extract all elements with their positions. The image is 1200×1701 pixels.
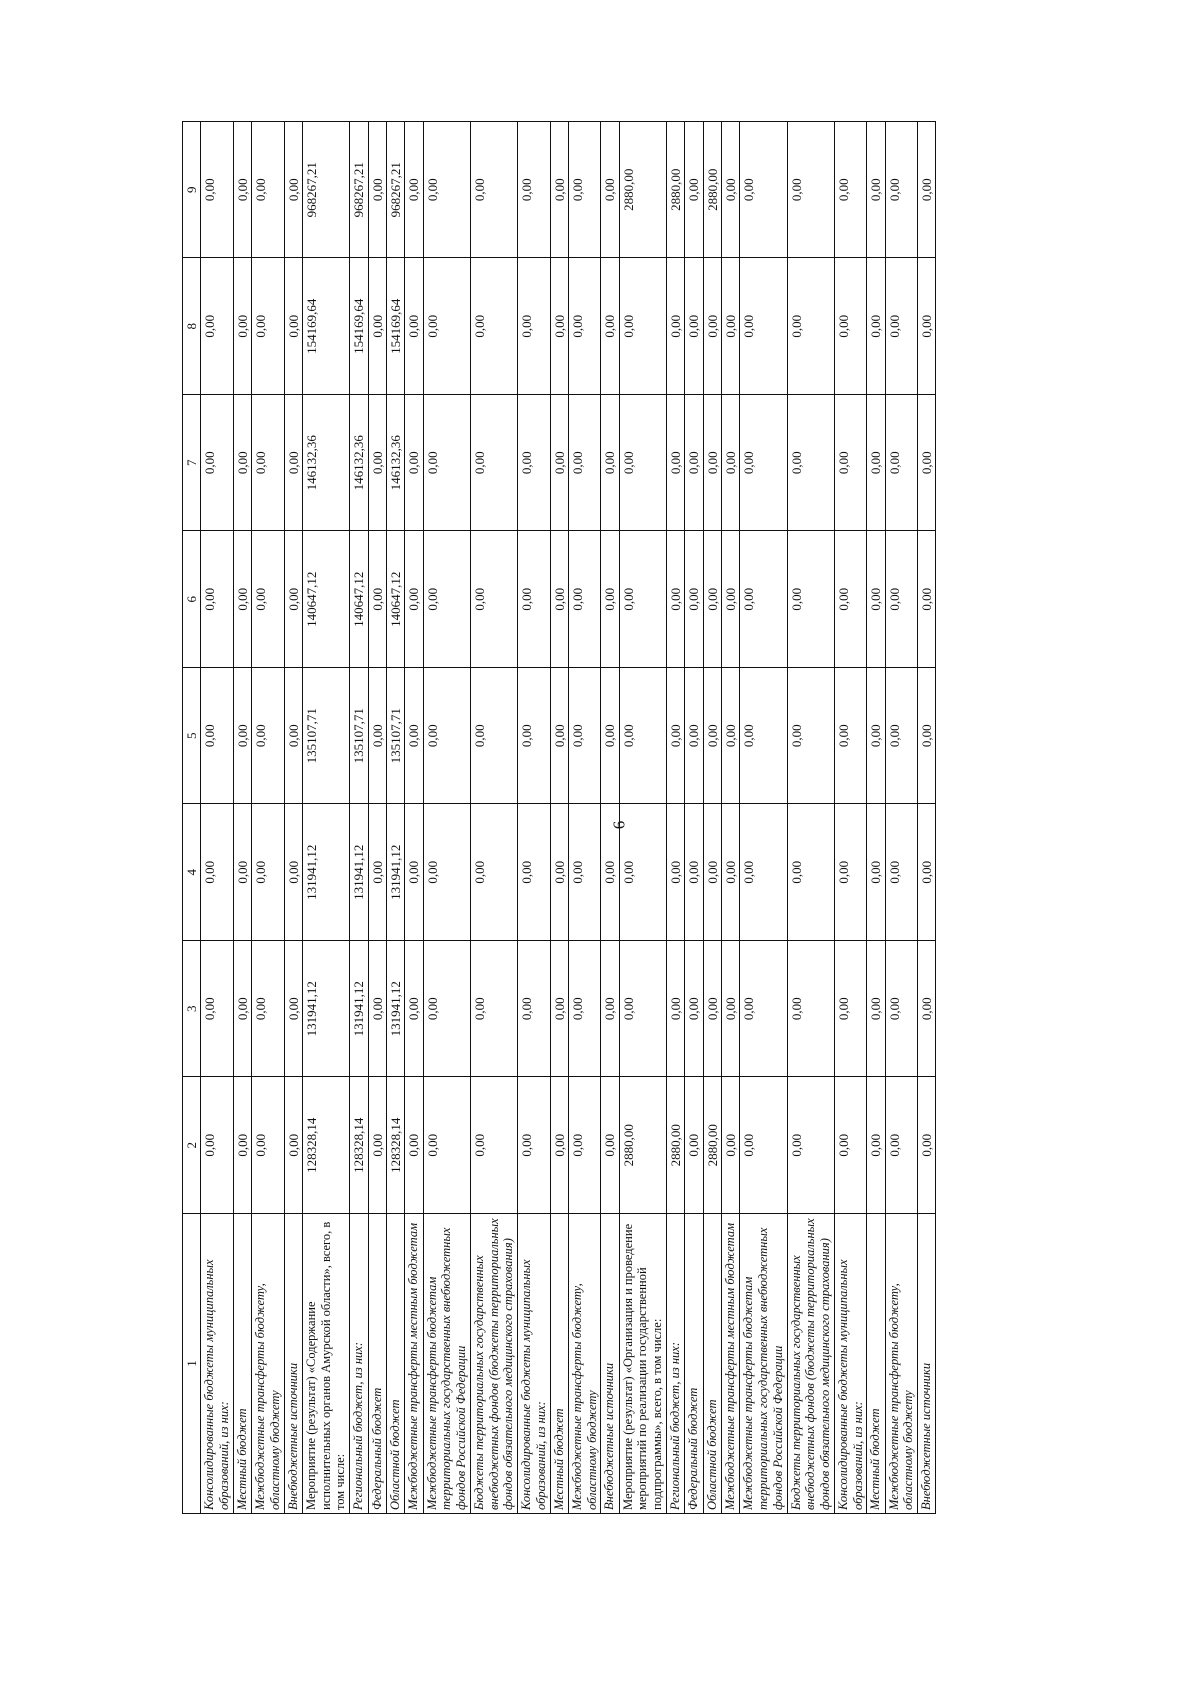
cell-value: 0,00 [685,941,703,1078]
cell-value: 131941,12 [302,941,349,1078]
cell-value: 0,00 [885,804,918,941]
row-label: Внебюджетные источники [601,1214,619,1514]
column-header: 5 [183,668,201,805]
cell-value: 0,00 [568,531,601,668]
cell-value: 0,00 [918,668,936,805]
cell-value: 0,00 [252,258,285,395]
cell-value: 0,00 [550,668,568,805]
cell-value: 146132,36 [386,395,404,532]
cell-value: 0,00 [666,941,684,1078]
table-row [787,122,834,1514]
cell-value: 0,00 [601,395,619,532]
cell-value: 0,00 [252,395,285,532]
cell-value: 0,00 [201,531,234,668]
row-label: Бюджеты территориальных государственных внебюджетных фондов (бюджеты территориальных фондов обязательного медицинского страхования) [787,1214,834,1514]
cell-value: 0,00 [550,395,568,532]
cell-value: 0,00 [568,1077,601,1214]
cell-value: 0,00 [284,804,302,941]
row-label: Межбюджетные трансферты местным бюджетам [721,1214,739,1514]
cell-value: 0,00 [568,941,601,1078]
cell-value: 0,00 [619,668,666,805]
cell-value: 131941,12 [302,804,349,941]
cell-value: 2880,00 [619,122,666,259]
table-header-row [183,122,201,1514]
table-row [386,122,404,1514]
cell-value: 0,00 [619,258,666,395]
cell-value: 0,00 [423,531,470,668]
cell-value: 0,00 [423,258,470,395]
cell-value: 0,00 [721,668,739,805]
cell-value: 0,00 [470,941,517,1078]
cell-value: 0,00 [201,395,234,532]
table-row [885,122,918,1514]
table-body [201,122,936,1514]
column-header: 7 [183,395,201,532]
table-row [405,122,423,1514]
row-label: Областной бюджет [386,1214,404,1514]
cell-value: 0,00 [867,122,885,259]
cell-value: 0,00 [685,395,703,532]
cell-value: 0,00 [470,1077,517,1214]
cell-value: 0,00 [368,668,386,805]
cell-value: 0,00 [368,395,386,532]
cell-value: 0,00 [518,258,551,395]
cell-value: 2880,00 [703,1077,721,1214]
cell-value: 0,00 [252,668,285,805]
cell-value: 0,00 [721,531,739,668]
table-row [233,122,251,1514]
cell-value: 0,00 [518,668,551,805]
cell-value: 0,00 [405,804,423,941]
table-row [918,122,936,1514]
cell-value: 0,00 [721,122,739,259]
cell-value: 0,00 [201,668,234,805]
cell-value: 146132,36 [302,395,349,532]
cell-value: 0,00 [518,395,551,532]
column-header: 6 [183,531,201,668]
cell-value: 0,00 [740,804,787,941]
cell-value: 0,00 [740,531,787,668]
rotated-table-wrapper [182,122,1162,1514]
cell-value: 0,00 [721,395,739,532]
row-label: Внебюджетные источники [284,1214,302,1514]
cell-value: 0,00 [885,258,918,395]
row-label: Консолидированные бюджеты муниципальных образований, из них: [834,1214,867,1514]
cell-value: 0,00 [252,804,285,941]
cell-value: 0,00 [284,941,302,1078]
cell-value: 0,00 [368,804,386,941]
cell-value: 0,00 [233,395,251,532]
cell-value: 128328,14 [386,1077,404,1214]
table-row [470,122,517,1514]
cell-value: 0,00 [740,668,787,805]
cell-value: 0,00 [619,941,666,1078]
cell-value: 0,00 [405,122,423,259]
row-label: Местный бюджет [233,1214,251,1514]
row-label: Межбюджетные трансферты бюджетам территориальных государственных внебюджетных фондов Российской Федерации [423,1214,470,1514]
row-label: Федеральный бюджет [685,1214,703,1514]
row-label: Мероприятие (результат) «Организация и проведение мероприятий по реализации государственной подпрограммы», всего, в том числе: [619,1214,666,1514]
cell-value: 0,00 [601,804,619,941]
cell-value: 140647,12 [302,531,349,668]
cell-value: 0,00 [423,668,470,805]
table-row [284,122,302,1514]
cell-value: 0,00 [918,804,936,941]
cell-value: 0,00 [568,668,601,805]
cell-value: 0,00 [284,395,302,532]
table-row [550,122,568,1514]
cell-value: 968267,21 [386,122,404,259]
cell-value: 0,00 [201,122,234,259]
table-row [518,122,551,1514]
cell-value: 0,00 [740,1077,787,1214]
table-row [350,122,368,1514]
cell-value: 135107,71 [302,668,349,805]
cell-value: 968267,21 [350,122,368,259]
cell-value: 0,00 [685,1077,703,1214]
cell-value: 0,00 [740,258,787,395]
cell-value: 140647,12 [350,531,368,668]
cell-value: 0,00 [867,1077,885,1214]
cell-value: 0,00 [666,668,684,805]
row-label: Консолидированные бюджеты муниципальных образований, из них: [518,1214,551,1514]
column-header: 8 [183,258,201,395]
cell-value: 0,00 [703,395,721,532]
cell-value: 0,00 [233,804,251,941]
cell-value: 0,00 [666,804,684,941]
cell-value: 0,00 [233,531,251,668]
row-label: Межбюджетные трансферты бюджетам территориальных государственных внебюджетных фондов Российской Федерации [740,1214,787,1514]
cell-value: 0,00 [703,804,721,941]
cell-value: 0,00 [601,531,619,668]
cell-value: 2880,00 [666,1077,684,1214]
cell-value: 0,00 [867,668,885,805]
cell-value: 0,00 [550,941,568,1078]
cell-value: 154169,64 [302,258,349,395]
cell-value: 0,00 [470,258,517,395]
cell-value: 0,00 [885,395,918,532]
cell-value: 0,00 [284,122,302,259]
table-row [867,122,885,1514]
cell-value: 0,00 [201,941,234,1078]
cell-value: 0,00 [470,804,517,941]
table-row [302,122,349,1514]
cell-value: 128328,14 [350,1077,368,1214]
cell-value: 0,00 [423,395,470,532]
cell-value: 0,00 [233,122,251,259]
cell-value: 0,00 [601,668,619,805]
cell-value: 0,00 [787,258,834,395]
cell-value: 135107,71 [386,668,404,805]
table-row [834,122,867,1514]
cell-value: 0,00 [233,668,251,805]
cell-value: 0,00 [252,531,285,668]
column-header: 4 [183,804,201,941]
cell-value: 131941,12 [350,804,368,941]
cell-value: 0,00 [470,122,517,259]
cell-value: 0,00 [423,1077,470,1214]
cell-value: 0,00 [666,395,684,532]
row-label: Местный бюджет [550,1214,568,1514]
cell-value: 0,00 [470,668,517,805]
cell-value: 0,00 [834,804,867,941]
cell-value: 0,00 [518,122,551,259]
cell-value: 0,00 [685,258,703,395]
column-header: 3 [183,941,201,1078]
cell-value: 0,00 [867,395,885,532]
cell-value: 0,00 [885,1077,918,1214]
column-header: 1 [183,1214,201,1514]
page-number: 6 [609,820,629,830]
row-label: Внебюджетные источники [918,1214,936,1514]
cell-value: 0,00 [834,941,867,1078]
cell-value: 0,00 [685,122,703,259]
cell-value: 2880,00 [703,122,721,259]
table-row [740,122,787,1514]
row-label: Межбюджетные трансферты бюджету, областному бюджету [568,1214,601,1514]
row-label: Межбюджетные трансферты местным бюджетам [405,1214,423,1514]
cell-value: 0,00 [685,531,703,668]
row-label: Межбюджетные трансферты бюджету, областному бюджету [252,1214,285,1514]
row-label: Консолидированные бюджеты муниципальных образований, из них: [201,1214,234,1514]
cell-value: 0,00 [834,668,867,805]
cell-value: 0,00 [918,122,936,259]
cell-value: 0,00 [787,804,834,941]
cell-value: 0,00 [368,531,386,668]
cell-value: 0,00 [867,804,885,941]
cell-value: 0,00 [201,258,234,395]
cell-value: 154169,64 [350,258,368,395]
cell-value: 0,00 [721,258,739,395]
cell-value: 0,00 [518,531,551,668]
cell-value: 0,00 [284,258,302,395]
cell-value: 0,00 [601,122,619,259]
cell-value: 0,00 [918,941,936,1078]
cell-value: 131941,12 [350,941,368,1078]
cell-value: 0,00 [918,531,936,668]
table-row [252,122,285,1514]
cell-value: 0,00 [368,1077,386,1214]
cell-value: 0,00 [834,1077,867,1214]
cell-value: 0,00 [740,122,787,259]
cell-value: 0,00 [885,122,918,259]
cell-value: 0,00 [721,804,739,941]
cell-value: 131941,12 [386,804,404,941]
cell-value: 0,00 [368,941,386,1078]
table-row [721,122,739,1514]
cell-value: 0,00 [568,122,601,259]
cell-value: 0,00 [703,258,721,395]
cell-value: 0,00 [787,668,834,805]
table-row [201,122,234,1514]
cell-value: 0,00 [787,531,834,668]
table-row [368,122,386,1514]
cell-value: 0,00 [423,122,470,259]
cell-value: 0,00 [787,941,834,1078]
cell-value: 0,00 [233,1077,251,1214]
cell-value: 0,00 [233,941,251,1078]
row-label: Мероприятие (результат) «Содержание исполнительных органов Амурской области», всего, в том числе: [302,1214,349,1514]
cell-value: 0,00 [740,395,787,532]
cell-value: 128328,14 [302,1077,349,1214]
cell-value: 0,00 [867,258,885,395]
table-row [423,122,470,1514]
cell-value: 0,00 [568,258,601,395]
cell-value: 0,00 [834,122,867,259]
cell-value: 0,00 [405,1077,423,1214]
cell-value: 0,00 [405,531,423,668]
cell-value: 0,00 [470,395,517,532]
cell-value: 0,00 [568,395,601,532]
cell-value: 0,00 [252,1077,285,1214]
cell-value: 0,00 [787,1077,834,1214]
cell-value: 0,00 [201,1077,234,1214]
cell-value: 0,00 [885,531,918,668]
row-label: Бюджеты территориальных государственных внебюджетных фондов (бюджеты территориальных фондов обязательного медицинского страхования) [470,1214,517,1514]
cell-value: 0,00 [619,531,666,668]
cell-value: 0,00 [685,804,703,941]
cell-value: 0,00 [423,941,470,1078]
table-row [619,122,666,1514]
cell-value: 0,00 [368,258,386,395]
cell-value: 0,00 [787,395,834,532]
cell-value: 0,00 [685,668,703,805]
cell-value: 0,00 [721,1077,739,1214]
cell-value: 0,00 [550,1077,568,1214]
cell-value: 0,00 [550,531,568,668]
column-header: 2 [183,1077,201,1214]
cell-value: 0,00 [834,395,867,532]
cell-value: 0,00 [703,531,721,668]
cell-value: 0,00 [470,531,517,668]
cell-value: 0,00 [252,122,285,259]
cell-value: 0,00 [834,258,867,395]
cell-value: 0,00 [787,122,834,259]
cell-value: 968267,21 [302,122,349,259]
cell-value: 0,00 [550,258,568,395]
cell-value: 0,00 [284,668,302,805]
row-label: Региональный бюджет, из них: [350,1214,368,1514]
table-row [685,122,703,1514]
cell-value: 0,00 [721,941,739,1078]
cell-value: 0,00 [834,531,867,668]
cell-value: 0,00 [666,531,684,668]
table-row [601,122,619,1514]
column-header: 9 [183,122,201,259]
cell-value: 0,00 [601,1077,619,1214]
table-row [666,122,684,1514]
cell-value: 0,00 [601,941,619,1078]
cell-value: 0,00 [405,395,423,532]
cell-value: 0,00 [284,531,302,668]
cell-value: 0,00 [405,258,423,395]
cell-value: 146132,36 [350,395,368,532]
cell-value: 0,00 [619,395,666,532]
cell-value: 0,00 [284,1077,302,1214]
cell-value: 0,00 [518,804,551,941]
cell-value: 0,00 [619,804,666,941]
cell-value: 0,00 [867,531,885,668]
cell-value: 0,00 [233,258,251,395]
cell-value: 0,00 [703,941,721,1078]
cell-value: 0,00 [252,941,285,1078]
row-label: Межбюджетные трансферты бюджету, областному бюджету [885,1214,918,1514]
table-row [703,122,721,1514]
cell-value: 0,00 [918,1077,936,1214]
cell-value: 0,00 [885,668,918,805]
row-label: Федеральный бюджет [368,1214,386,1514]
cell-value: 0,00 [368,122,386,259]
cell-value: 2880,00 [666,122,684,259]
cell-value: 135107,71 [350,668,368,805]
cell-value: 0,00 [867,941,885,1078]
cell-value: 0,00 [918,258,936,395]
cell-value: 0,00 [885,941,918,1078]
cell-value: 0,00 [423,804,470,941]
cell-value: 131941,12 [386,941,404,1078]
cell-value: 0,00 [405,941,423,1078]
cell-value: 154169,64 [386,258,404,395]
cell-value: 140647,12 [386,531,404,668]
table-row [568,122,601,1514]
cell-value: 0,00 [740,941,787,1078]
budget-table [182,121,936,1514]
cell-value: 0,00 [601,258,619,395]
cell-value: 0,00 [550,122,568,259]
cell-value: 0,00 [550,804,568,941]
row-label: Областной бюджет [703,1214,721,1514]
row-label: Региональный бюджет, из них: [666,1214,684,1514]
cell-value: 0,00 [568,804,601,941]
cell-value: 2880,00 [619,1077,666,1214]
cell-value: 0,00 [405,668,423,805]
cell-value: 0,00 [518,1077,551,1214]
cell-value: 0,00 [201,804,234,941]
cell-value: 0,00 [918,395,936,532]
cell-value: 0,00 [703,668,721,805]
row-label: Местный бюджет [867,1214,885,1514]
cell-value: 0,00 [518,941,551,1078]
cell-value: 0,00 [666,258,684,395]
